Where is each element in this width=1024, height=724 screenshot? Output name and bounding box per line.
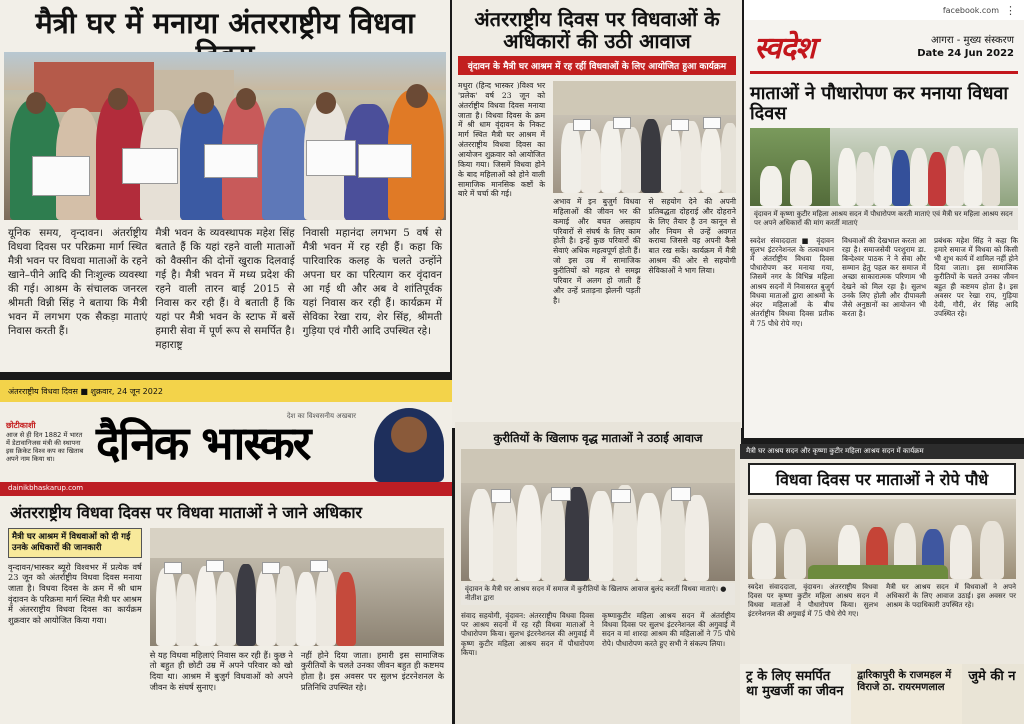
headline: मैत्री घर में मनाया अंतरराष्ट्रीय विधवा xyxy=(35,6,415,40)
browser-bar xyxy=(744,0,1024,20)
dainik-bhaskar-logo: दैनिक भास्कर xyxy=(96,416,310,470)
top-band xyxy=(0,380,452,402)
side-note-head: छोटीकाशी xyxy=(6,420,36,430)
edition-label: आगरा - मुख्य संस्करण xyxy=(931,34,1014,46)
url-strip: dainikbhaskarup.com xyxy=(0,482,452,496)
photo-widows-with-placards xyxy=(4,52,446,220)
sub-headline: वृंदावन के मैत्री घर आश्रम में रह रहीं विधवाओं के लिए आयोजित हुआ कार्यक्रम xyxy=(458,56,736,75)
photo-raising-voice xyxy=(461,449,735,581)
side-note-text: आज से ही दिन 1882 में भारत में डेटावानिजस मंत्री की स्थापना इस क्रिकेट विश्व कप का खिताब अपने नाम किया था। xyxy=(6,430,84,464)
article-column: कृष्णाकुटीर महिला आश्रय सदन में अंतर्राष्ट्रीय विधवा दिवस पर सुलभ इंटरनेशनल की अगुवाई में सदन व मां शारदा आश्रम की महिलाओं ने 75 पौधे रोपे। पौधारोपण करते हुए सभी ने संकल्प लिया। xyxy=(602,610,735,648)
photo-group-meeting xyxy=(553,81,736,193)
clipping-dainik-jagran xyxy=(455,422,741,724)
article-column: से सहयोग देने की अपनी प्रतिबद्धता दोहराई और दोहराने के लिए तैयार है उन कानून से और नियम से उन्हें अवगत कराया जिससे वह अपनी कैसे बात रख सकें। कार्यक्रम में मैत्री आश्रम की ओर से सहयोगी सेविकाओं ने भाग लिया। xyxy=(648,197,736,276)
article-column: अभाव में इन बुजुर्ग विधवा महिलाओं की जीवन भर की कमाई और बचत असहाय परिवारों से संघर्ष के लिए काम होती है। इन्हें कुछ परिवारों की सेवाएं अधिक महत्वपूर्ण होती हैं। जो इस उम्र में सामाजिक कुरीतियों को महत्व से समझ परिवार में अलग हो जाती हैं और उन्हें प्रताड़ना झेलनी पड़ती है। xyxy=(553,197,641,305)
photo-caption: वृंदावन में कृष्णा कुटीर महिला आश्रय सदन में पौधारोपण करती माताएं एवं मैत्री घर महिला आश्रय सदन पर अपने अधिकारों की मांग करतीं माताएं xyxy=(750,208,1018,230)
bottom-headline-right: जुमे की न xyxy=(962,664,1024,724)
article-column: नहीं होने दिया जाता। हमारी इस सामाजिक कुरीतियों के चलते उनका जीवन बहुत ही कष्टमय होता है। इस अवसर पर सुलभ इंटरनेशनल के प्रतिनिधि उपस्थित रहे। xyxy=(300,649,444,692)
headline: अंतरराष्ट्रीय दिवस पर विधवाओं के अधिकारों की उठी आवाज xyxy=(474,7,720,53)
article-column: मैत्री भवन के व्यवस्थापक महेश सिंह बताते हैं कि यहां रहने वाली माताओं को वैक्सीन की दोनों खुराक दिलवाई गई है। मैत्री भवन में मध्य प्रदेश की रहने वाली तारन बाई 2015 से निवास कर रही हैं। वे बताती हैं कि यहां पर मैत्री भवन के स्टाफ में बसें हमारी सेवा में पूर्ण रूप से समर्पित है। महाराष्ट्र xyxy=(155,227,295,351)
url-text: facebook.com xyxy=(942,5,999,15)
side-note xyxy=(6,421,84,464)
headline: माताओं ने पौधारोपण कर मनाया विधवा दिवस xyxy=(750,83,1009,124)
swadesh-logo: स्वदेश xyxy=(754,31,815,66)
article-body xyxy=(452,77,742,309)
article-column: मैत्री घर आश्रय सदन में विधवाओं ने अपने अधिकारों के लिए आवाज उठाई। इस अवसर पर आश्रम के पदाधिकारी उपस्थित रहे। xyxy=(886,582,1016,609)
article-column: मथुरा (हिन्द भास्कर )विश्व भर 'प्रलेक' वर्ष 23 जून को अंतर्राष्ट्रीय विधवा दिवस मनाया जाता है। विधवा दिवस के क्रम में श्री धाम वृंदावन के निकट मार्ग स्थित मैत्री घर आश्रम में अंतरराष्ट्रीय विधवा दिवस का आयोजन शुक्रवार को आयोजित किया गया। जिसमें विधवा होने के बाद महिलाओं को होने वाली सामाजिक मानसिक कष्टों के बारे में चर्चा की गई। xyxy=(458,81,546,199)
article-body xyxy=(455,607,741,662)
article-column: यूनिक समय, वृन्दावन। अंतर्राष्ट्रीय विधवा दिवस पर परिक्रमा मार्ग स्थित मैत्री भवन पर विधवा माताओं के रहने खाने–पीने आदि की निःशुल्क व्यवस्था की गई। आश्रम के संचालक जनरल श्रीमती विन्नी सिंह ने बताया कि मैत्री भवन में लगभग एक सैकड़ा माताएं निवास करती हैं। xyxy=(8,227,148,337)
photo-planting xyxy=(750,128,1018,206)
masthead-tagline: देश का विश्वसनीय अखबार xyxy=(286,412,356,420)
clipping-planting-report xyxy=(740,444,1024,724)
article-column: स्वदेश संवाददाता, वृंदावन। अंतरराष्ट्रीय विधवा दिवस पर कृष्णा कुटीर महिला आश्रय सदन में विधवा माताओं ने पौधारोपण किया। सुलभ इंटरनेशनल की अगुवाई में 75 पौधे रोपे गए। xyxy=(748,582,878,618)
bottom-headline-mid: द्वारिकापुरी के राजमहल में विराजे ठा. रायरमणलाल xyxy=(851,664,962,724)
edition-date: Date 24 Jun 2022 xyxy=(917,47,1014,59)
article-body xyxy=(740,579,1024,623)
article-column: विधवाओं की देखभाल करता आ रहा है। समाजसेवी परशुराम डा. बिन्देश्वर पाठक ने ने सेवा और सम्मान हेतु पहल कर समाज में अच्छा साकारात्मक परिणाम भी देखने को मिल रहा है। सुलभ उनके लिए होली और दीपावली जैसे अनुष्ठानों का आयोजन भी करता है। xyxy=(842,235,926,319)
article-column: निवासी महानंदा लगभग 5 वर्ष से मैत्री भवन में रह रही हैं। कहा कि पारिवारिक कलह के चलते उन्होंने अपना घर का परित्याग कर वृंदावन आ गई थी और अब वे शांतिपूर्वक यहां निवास कर रही हैं। कार्यक्रम में सेविका रेखा राय, शेर सिंह, श्रीमती गुड़िया एवं गौरी आदि उपस्थित रहे। xyxy=(302,227,442,337)
headline: विधवा दिवस पर माताओं ने रोपे पौधे xyxy=(748,463,1016,495)
photo-caption: वृंदावन के मैत्री घर आश्रय सदन में समाज में कुरीतियों के खिलाफ आवाज बुलंद करतीं विधवा माताएं। ● नीतीश द्वारा xyxy=(461,583,735,605)
clipping-swadesh xyxy=(744,0,1024,438)
photo-widows-hall xyxy=(150,528,444,646)
bottom-headline-left: ट्र के लिए समर्पित था मुखर्जी का जीवन xyxy=(740,664,851,724)
top-band-text: अंतरराष्ट्रीय विधवा दिवस ■ शुक्रवार, 24 जून 2022 xyxy=(8,386,164,396)
article-column: से यह विधवा महिलाएं निवास कर रही हैं। कुछ ने तो बहुत ही छोटी उम्र में अपने परिवार को खो दिया था। आश्रम में बुजुर्ग विधवाओं को अपने जीवन के संघर्ष सुनाए। xyxy=(149,649,293,692)
photo-women-planting xyxy=(748,499,1016,579)
clipping-maitri-ghar xyxy=(0,0,450,372)
header-strip: मैत्री घर आश्रय सदन और कृष्णा कुटीर महिला आश्रय सदन में कार्यक्रम xyxy=(740,444,1024,459)
highlight-box: मैत्री घर आश्रम में विधवाओं को दी गई उनके अधिकारों की जानकारी xyxy=(8,528,142,558)
article-column: स्वदेश संवाददाता ■ वृंदावन सुलभ इंटरनेशनल के तत्वावधान में अंतर्राष्ट्रीय विधवा दिवस पौधारोपण कर मनाया गया, जिसमें नगर के विभिन्न महिला आश्रय सदनों में निवासरत बुजुर्ग विधवा माताओं द्वारा आश्रमों के अंदर महिलाओं के बीच अंतर्राष्ट्रीय विधवा दिवस प्रतीक में 75 पौधे रोपे गए। xyxy=(750,235,834,328)
avatar xyxy=(374,408,444,482)
article-column: प्रबंधक महेश सिंह ने कहा कि हमारे समाज में विधवा को किसी भी शुभ कार्य में शामिल नहीं होने दिया जाता। इस सामाजिक कुरीतियों के चलते उनका जीवन बहुत ही कष्टमय होता है। इस अवसर पर रेखा राय, गुड़िया देवी, गौरी, शेर सिंह आदि उपस्थित रहे। xyxy=(934,235,1018,319)
article-column: वृन्दावन/भास्कर ब्यूरो विश्वभर में प्रत्येक वर्ष 23 जून को अंतर्राष्ट्रीय विधवा दिवस मनाया जाता है। विधवा दिवस के क्रम में श्री धाम वृंदावन के परिक्रमा मार्ग स्थित मैत्री घर आश्रम में अंतरराष्ट्रीय विधवा दिवस का कार्यक्रम शुक्रवार को आयोजित किया गया। xyxy=(8,561,142,625)
more-icon[interactable]: ⋮ xyxy=(1005,3,1016,17)
divider xyxy=(750,71,1018,74)
article-column: संवाद सहयोगी, वृंदावन: अंतरराष्ट्रीय विधवा दिवस पर आश्रय सदनों में रह रही विधवा माताओं ने पौधारोपण किया। सुलभ इंटरनेशनल की अगुवाई में कृष्ण कुटीर महिला आश्रय सदन में पौधारोपण किया। xyxy=(461,610,594,658)
masthead xyxy=(744,20,1024,69)
article-body xyxy=(0,526,452,695)
clipping-dainik-bhaskar xyxy=(0,380,452,724)
masthead xyxy=(0,402,452,482)
headline: अंतरराष्ट्रीय विधवा दिवस पर विधवा माताओं ने जाने अधिकार xyxy=(10,503,363,522)
article-body xyxy=(0,220,450,358)
bottom-headlines xyxy=(740,664,1024,724)
headline: कुरीतियों के खिलाफ वृद्ध माताओं ने उठाई आवाज xyxy=(493,431,703,445)
article-body xyxy=(744,232,1024,332)
clipping-hind-bhaskar xyxy=(452,0,742,428)
